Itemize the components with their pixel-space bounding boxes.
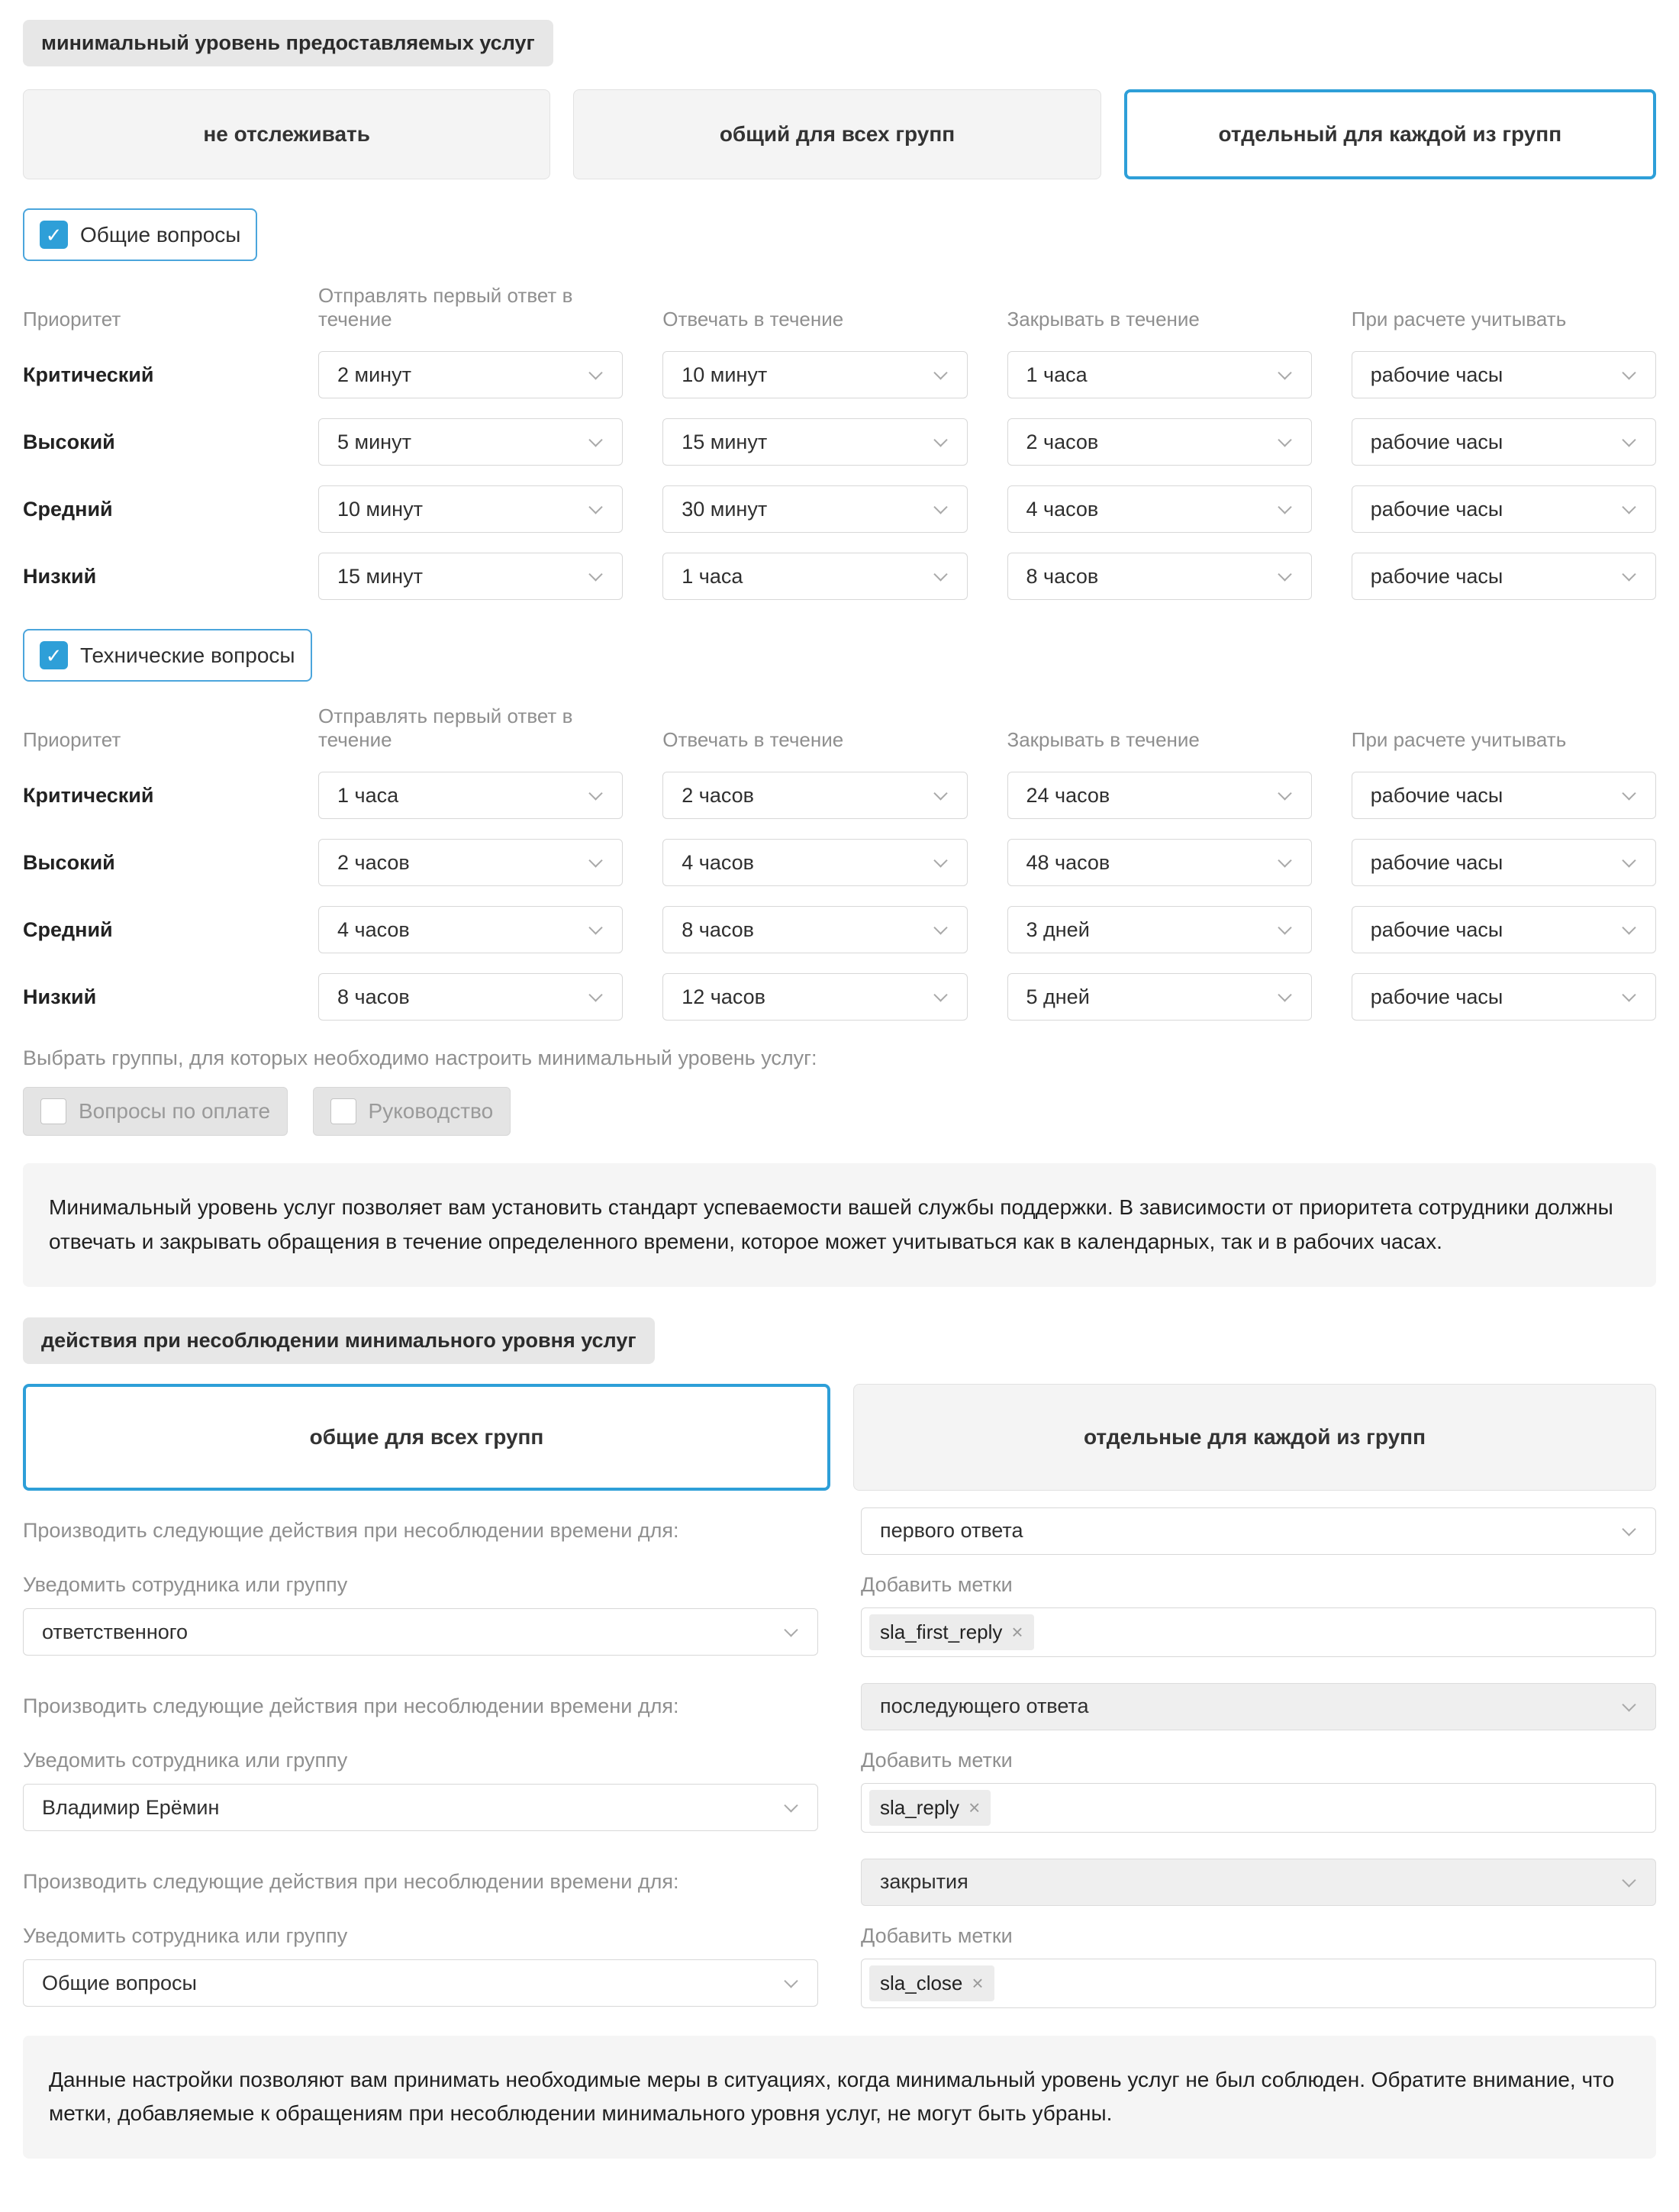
actions-mode-tabs bbox=[23, 1384, 1656, 1491]
chevron-down-icon bbox=[1622, 567, 1635, 581]
tag-chip bbox=[869, 1614, 1034, 1650]
chevron-down-icon bbox=[933, 921, 947, 934]
priority-label: Критический bbox=[23, 363, 154, 386]
priority-label: Низкий bbox=[23, 564, 97, 588]
notify-label: Уведомить сотрудника или группу bbox=[23, 1572, 348, 1596]
select-notify-target[interactable]: ответственного bbox=[23, 1608, 818, 1656]
select-breach-type[interactable]: закрытия bbox=[861, 1859, 1656, 1906]
pick-groups-label: Выбрать группы, для которых необходимо настроить минимальный уровень услуг: bbox=[23, 1046, 817, 1069]
select-reply-time[interactable]: 1 часа bbox=[662, 553, 967, 600]
sla-mode-tabs bbox=[23, 89, 1656, 179]
col-header-reply: Отвечать в течение bbox=[662, 308, 844, 331]
chevron-down-icon bbox=[1278, 366, 1291, 379]
col-header-close: Закрывать в течение bbox=[1007, 728, 1200, 751]
when-label: Производить следующие действия при несоблюдении времени для: bbox=[23, 1694, 679, 1718]
section-title-actions: действия при несоблюдении минимального уровня услуг bbox=[23, 1317, 655, 1364]
select-reply-time[interactable]: 30 минут bbox=[662, 485, 967, 533]
chevron-down-icon bbox=[1278, 853, 1291, 867]
chevron-down-icon bbox=[1622, 1698, 1635, 1711]
remove-tag-icon[interactable]: × bbox=[968, 1796, 981, 1820]
sla-info-box: Минимальный уровень услуг позволяет вам установить стандарт успеваемости вашей службы поддержки. В зависимости от приоритета сотрудники должны отвечать и закрывать обращения в течение определенного времени, которое может учитываться как в календарных, так и в рабочих часах. bbox=[23, 1163, 1656, 1287]
remove-tag-icon[interactable]: × bbox=[1011, 1620, 1023, 1644]
chevron-down-icon bbox=[589, 500, 603, 514]
checkbox-unchecked-icon bbox=[40, 1098, 66, 1124]
select-first-reply-time[interactable]: 5 минут bbox=[318, 418, 623, 466]
chevron-down-icon bbox=[1622, 1873, 1635, 1887]
tags-label: Добавить метки bbox=[861, 1923, 1013, 1947]
select-close-time[interactable]: 24 часов bbox=[1007, 772, 1312, 819]
chevron-down-icon bbox=[784, 1798, 798, 1812]
select-close-time[interactable]: 5 дней bbox=[1007, 973, 1312, 1021]
col-header-reply: Отвечать в течение bbox=[662, 728, 844, 751]
tab-common-for-all-groups[interactable]: общий для всех групп bbox=[573, 89, 1101, 179]
priority-label: Средний bbox=[23, 497, 113, 521]
col-header-first-reply: Отправлять первый ответ в течение bbox=[318, 705, 573, 751]
select-calc-mode[interactable]: рабочие часы bbox=[1352, 973, 1656, 1021]
remove-tag-icon[interactable]: × bbox=[972, 1972, 984, 1995]
chevron-down-icon bbox=[1278, 567, 1291, 581]
select-first-reply-time[interactable]: 2 часов bbox=[318, 839, 623, 886]
select-reply-time[interactable]: 10 минут bbox=[662, 351, 967, 398]
tab-actions-common[interactable]: общие для всех групп bbox=[23, 1384, 830, 1491]
group-checkbox-tekhnicheskie-voprosy[interactable] bbox=[23, 629, 312, 682]
chevron-down-icon bbox=[933, 786, 947, 800]
select-close-time[interactable]: 48 часов bbox=[1007, 839, 1312, 886]
chevron-down-icon bbox=[933, 366, 947, 379]
chevron-down-icon bbox=[1622, 433, 1635, 447]
select-reply-time[interactable]: 12 часов bbox=[662, 973, 967, 1021]
chevron-down-icon bbox=[1622, 988, 1635, 1001]
chevron-down-icon bbox=[1278, 921, 1291, 934]
priority-label: Средний bbox=[23, 917, 113, 941]
chevron-down-icon bbox=[1622, 500, 1635, 514]
chevron-down-icon bbox=[589, 366, 603, 379]
tag-chip bbox=[869, 1965, 994, 2001]
chevron-down-icon bbox=[933, 853, 947, 867]
group-options bbox=[23, 1087, 1656, 1136]
select-first-reply-time[interactable]: 1 часа bbox=[318, 772, 623, 819]
chevron-down-icon bbox=[933, 433, 947, 447]
tag-label: sla_first_reply bbox=[880, 1620, 1003, 1643]
select-close-time[interactable]: 8 часов bbox=[1007, 553, 1312, 600]
select-reply-time[interactable]: 4 часов bbox=[662, 839, 967, 886]
select-first-reply-time[interactable]: 2 минут bbox=[318, 351, 623, 398]
select-first-reply-time[interactable]: 4 часов bbox=[318, 906, 623, 953]
chevron-down-icon bbox=[1278, 500, 1291, 514]
chevron-down-icon bbox=[589, 786, 603, 800]
action-block-first-reply bbox=[23, 1507, 1656, 1657]
tag-label: sla_close bbox=[880, 1971, 963, 1994]
when-label: Производить следующие действия при несоблюдении времени для: bbox=[23, 1519, 679, 1543]
select-calc-mode[interactable]: рабочие часы bbox=[1352, 418, 1656, 466]
priority-label: Высокий bbox=[23, 430, 115, 453]
chevron-down-icon bbox=[933, 500, 947, 514]
tags-input[interactable] bbox=[861, 1607, 1656, 1657]
tab-no-tracking[interactable]: не отслеживать bbox=[23, 89, 550, 179]
select-notify-target[interactable]: Общие вопросы bbox=[23, 1959, 818, 2007]
chevron-down-icon bbox=[933, 988, 947, 1001]
chevron-down-icon bbox=[1622, 853, 1635, 867]
notify-label: Уведомить сотрудника или группу bbox=[23, 1923, 348, 1947]
select-close-time[interactable]: 3 дней bbox=[1007, 906, 1312, 953]
priority-label: Критический bbox=[23, 783, 154, 807]
actions-info-box: Данные настройки позволяют вам принимать необходимые меры в ситуациях, когда минимальный уровень услуг не был соблюден. Обратите внимание, что метки, добавляемые к обращениям при несоблюдении минимального уровня услуг, не могут быть убраны. bbox=[23, 2036, 1656, 2159]
checkbox-checked-icon: ✓ bbox=[40, 641, 68, 669]
group-option-label: Вопросы по оплате bbox=[79, 1099, 271, 1123]
notify-label: Уведомить сотрудника или группу bbox=[23, 1748, 348, 1772]
sla-table-group-2 bbox=[23, 705, 1656, 1021]
group-checkbox-label: Технические вопросы bbox=[80, 643, 295, 667]
sla-table-group-1 bbox=[23, 284, 1656, 600]
select-breach-type[interactable]: последующего ответа bbox=[861, 1683, 1656, 1730]
select-calc-mode[interactable]: рабочие часы bbox=[1352, 839, 1656, 886]
tags-input[interactable] bbox=[861, 1959, 1656, 2008]
priority-label: Низкий bbox=[23, 985, 97, 1008]
col-header-priority: Приоритет bbox=[23, 308, 121, 331]
action-block-close bbox=[23, 1859, 1656, 2008]
select-calc-mode[interactable]: рабочие часы bbox=[1352, 485, 1656, 533]
chevron-down-icon bbox=[784, 1974, 798, 1988]
select-breach-type[interactable]: первого ответа bbox=[861, 1507, 1656, 1555]
chevron-down-icon bbox=[589, 567, 603, 581]
select-first-reply-time[interactable]: 10 минут bbox=[318, 485, 623, 533]
select-close-time[interactable]: 1 часа bbox=[1007, 351, 1312, 398]
select-calc-mode[interactable]: рабочие часы bbox=[1352, 351, 1656, 398]
group-option-label: Руководство bbox=[368, 1099, 494, 1123]
tags-label: Добавить метки bbox=[861, 1748, 1013, 1772]
select-calc-mode[interactable]: рабочие часы bbox=[1352, 553, 1656, 600]
col-header-calc: При расчете учитывать bbox=[1351, 728, 1567, 751]
select-first-reply-time[interactable]: 15 минут bbox=[318, 553, 623, 600]
when-label: Производить следующие действия при несоблюдении времени для: bbox=[23, 1870, 679, 1894]
select-reply-time[interactable]: 8 часов bbox=[662, 906, 967, 953]
section-title-sla: минимальный уровень предоставляемых услуг bbox=[23, 20, 553, 66]
select-first-reply-time[interactable]: 8 часов bbox=[318, 973, 623, 1021]
select-calc-mode[interactable]: рабочие часы bbox=[1352, 772, 1656, 819]
chevron-down-icon bbox=[589, 853, 603, 867]
chevron-down-icon bbox=[1622, 366, 1635, 379]
col-header-close: Закрывать в течение bbox=[1007, 308, 1200, 331]
tag-label: sla_reply bbox=[880, 1795, 960, 1819]
col-header-first-reply: Отправлять первый ответ в течение bbox=[318, 284, 573, 331]
priority-label: Высокий bbox=[23, 850, 115, 874]
chevron-down-icon bbox=[1278, 433, 1291, 447]
chevron-down-icon bbox=[933, 567, 947, 581]
group-checkbox-obshchie-voprosy[interactable] bbox=[23, 208, 257, 261]
chevron-down-icon bbox=[1622, 786, 1635, 800]
select-close-time[interactable]: 2 часов bbox=[1007, 418, 1312, 466]
chevron-down-icon bbox=[784, 1623, 798, 1636]
tags-input[interactable] bbox=[861, 1783, 1656, 1833]
checkbox-checked-icon: ✓ bbox=[40, 221, 68, 249]
col-header-calc: При расчете учитывать bbox=[1351, 308, 1567, 331]
tags-label: Добавить метки bbox=[861, 1572, 1013, 1596]
chevron-down-icon bbox=[1622, 921, 1635, 934]
select-reply-time[interactable]: 2 часов bbox=[662, 772, 967, 819]
checkbox-unchecked-icon bbox=[330, 1098, 356, 1124]
chevron-down-icon bbox=[589, 921, 603, 934]
chevron-down-icon bbox=[1278, 786, 1291, 800]
group-option-voprosy-po-oplate[interactable] bbox=[23, 1087, 288, 1136]
tab-actions-separate[interactable]: отдельные для каждой из групп bbox=[853, 1384, 1656, 1491]
col-header-priority: Приоритет bbox=[23, 728, 121, 751]
group-option-rukovodstvo[interactable] bbox=[313, 1087, 511, 1136]
action-block-reply bbox=[23, 1683, 1656, 1833]
select-notify-target[interactable]: Владимир Ерёмин bbox=[23, 1784, 818, 1831]
chevron-down-icon bbox=[1622, 1522, 1635, 1536]
chevron-down-icon bbox=[589, 433, 603, 447]
chevron-down-icon bbox=[589, 988, 603, 1001]
select-close-time[interactable]: 4 часов bbox=[1007, 485, 1312, 533]
tag-chip bbox=[869, 1790, 991, 1826]
group-checkbox-label: Общие вопросы bbox=[80, 222, 241, 247]
tab-separate-per-group[interactable]: отдельный для каждой из групп bbox=[1124, 89, 1656, 179]
select-calc-mode[interactable]: рабочие часы bbox=[1352, 906, 1656, 953]
select-reply-time[interactable]: 15 минут bbox=[662, 418, 967, 466]
chevron-down-icon bbox=[1278, 988, 1291, 1001]
